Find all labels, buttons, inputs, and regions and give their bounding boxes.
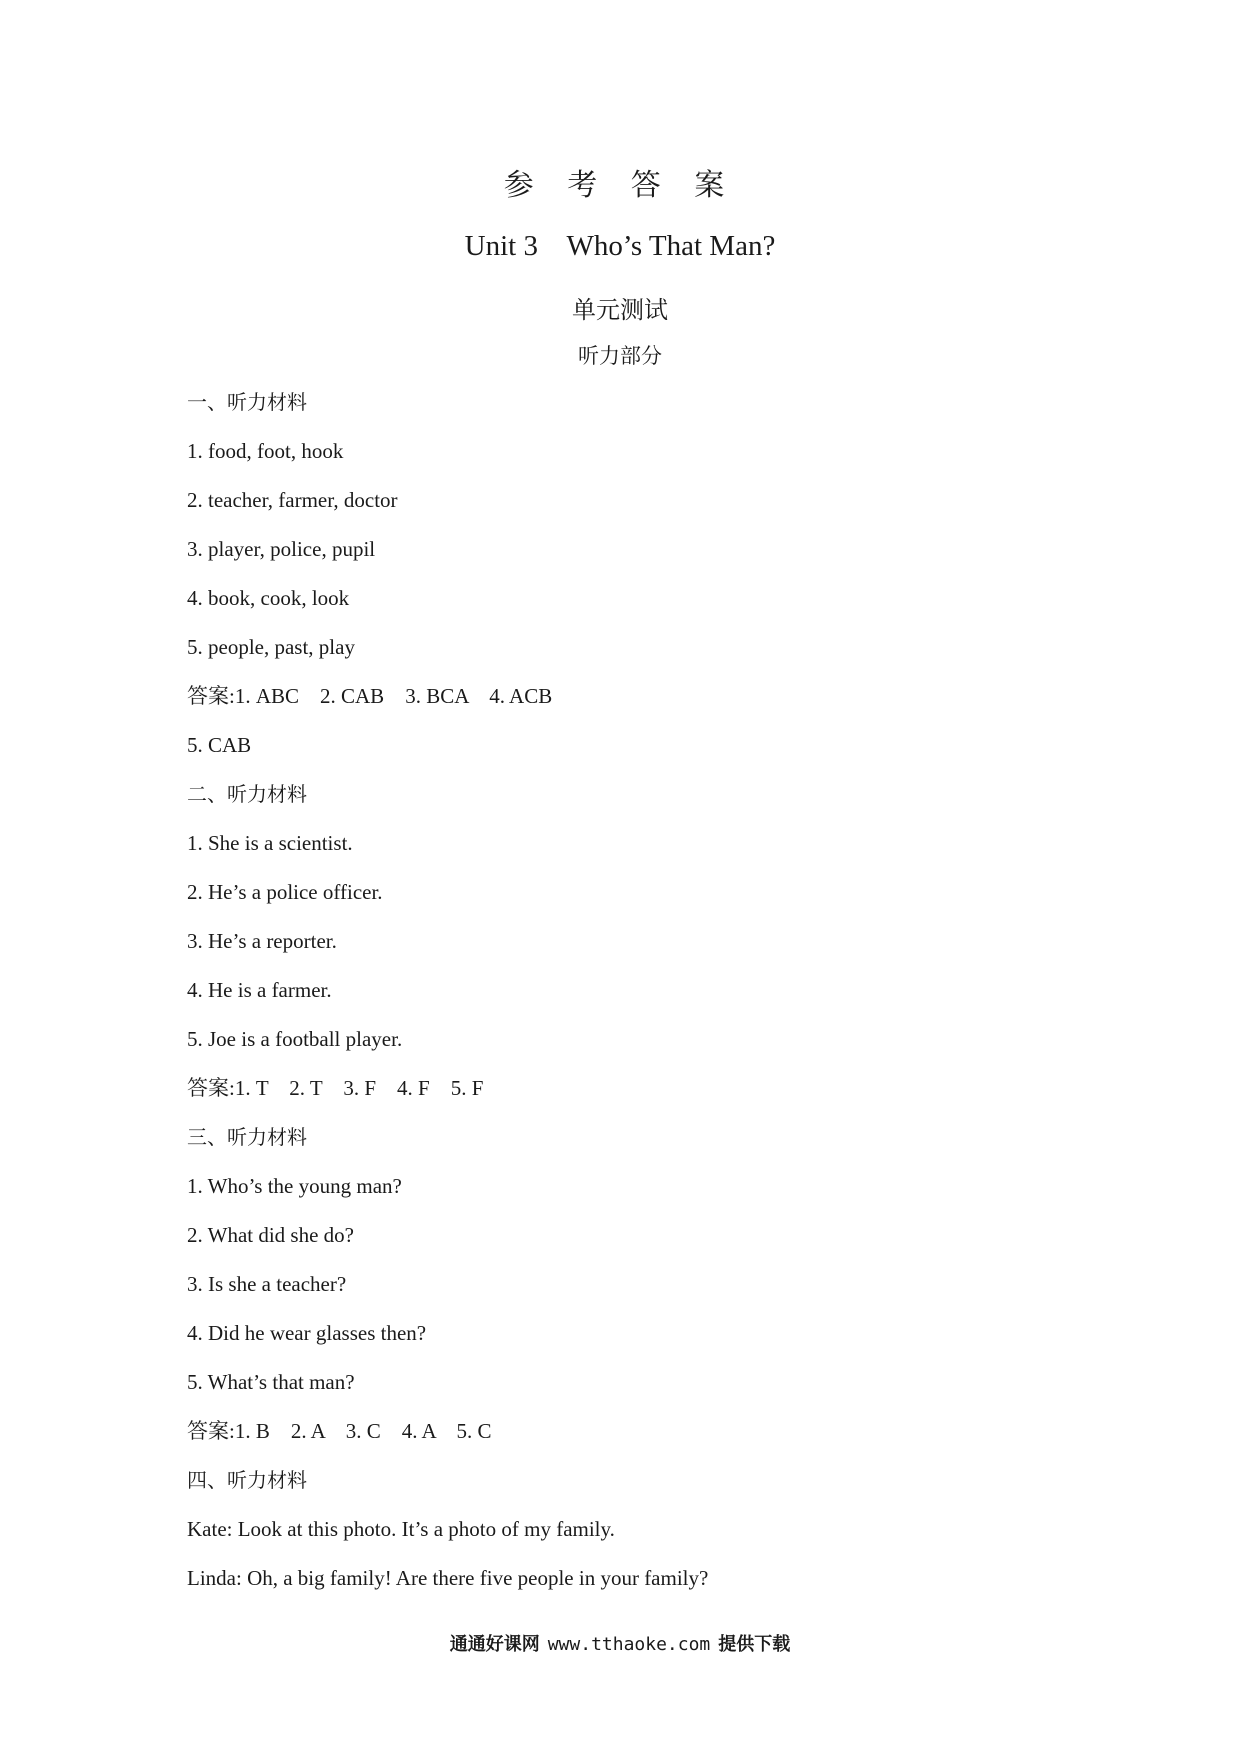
- text-line: 2. He’s a police officer.: [187, 880, 383, 904]
- text-line: 3. He’s a reporter.: [187, 929, 337, 953]
- answer-line: 答案:1. B 2. A 3. C 4. A 5. C: [187, 1419, 492, 1443]
- section-heading-4: 四、听力材料: [187, 1468, 307, 1492]
- answer-line: 5. CAB: [187, 733, 252, 757]
- section-heading-2: 二、听力材料: [187, 782, 307, 806]
- text-line: 1. She is a scientist.: [187, 831, 353, 855]
- answer-line: 答案:1. ABC 2. CAB 3. BCA 4. ACB: [187, 684, 553, 708]
- answer-content: [187, 382, 1087, 1607]
- text-line: 5. What’s that man?: [187, 1370, 355, 1394]
- section-heading-1: 一、听力材料: [187, 390, 307, 414]
- text-line: 1. Who’s the young man?: [187, 1174, 402, 1198]
- dialogue-line: Kate: Look at this photo. It’s a photo of my family.: [187, 1517, 615, 1541]
- text-line: 5. Joe is a football player.: [187, 1027, 403, 1051]
- test-title: 单元测试: [572, 296, 668, 324]
- text-line: 2. What did she do?: [187, 1223, 354, 1247]
- text-line: 1. food, foot, hook: [187, 439, 344, 463]
- text-line: 3. player, police, pupil: [187, 537, 376, 561]
- footer-url: www.tthaoke.com: [547, 1634, 711, 1655]
- dialogue-line: Linda: Oh, a big family! Are there five people in your family?: [187, 1566, 709, 1590]
- footer-suffix: 提供下载: [718, 1634, 791, 1655]
- footer-site-name: 通通好课网: [449, 1634, 540, 1655]
- text-line: 4. Did he wear glasses then?: [187, 1321, 427, 1345]
- text-line: 5. people, past, play: [187, 635, 355, 659]
- unit-title: Unit 3 Who’s That Man?: [464, 230, 776, 262]
- text-line: 4. book, cook, look: [187, 586, 350, 610]
- section-heading-3: 三、听力材料: [187, 1125, 307, 1149]
- text-line: 2. teacher, farmer, doctor: [187, 488, 398, 512]
- text-line: 3. Is she a teacher?: [187, 1272, 347, 1296]
- page-footer: [0, 1630, 1240, 1656]
- answer-line: 答案:1. T 2. T 3. F 4. F 5. F: [187, 1076, 484, 1100]
- text-line: 4. He is a farmer.: [187, 978, 332, 1002]
- page-title: 参 考 答 案: [503, 168, 737, 203]
- section-title: 听力部分: [578, 344, 662, 368]
